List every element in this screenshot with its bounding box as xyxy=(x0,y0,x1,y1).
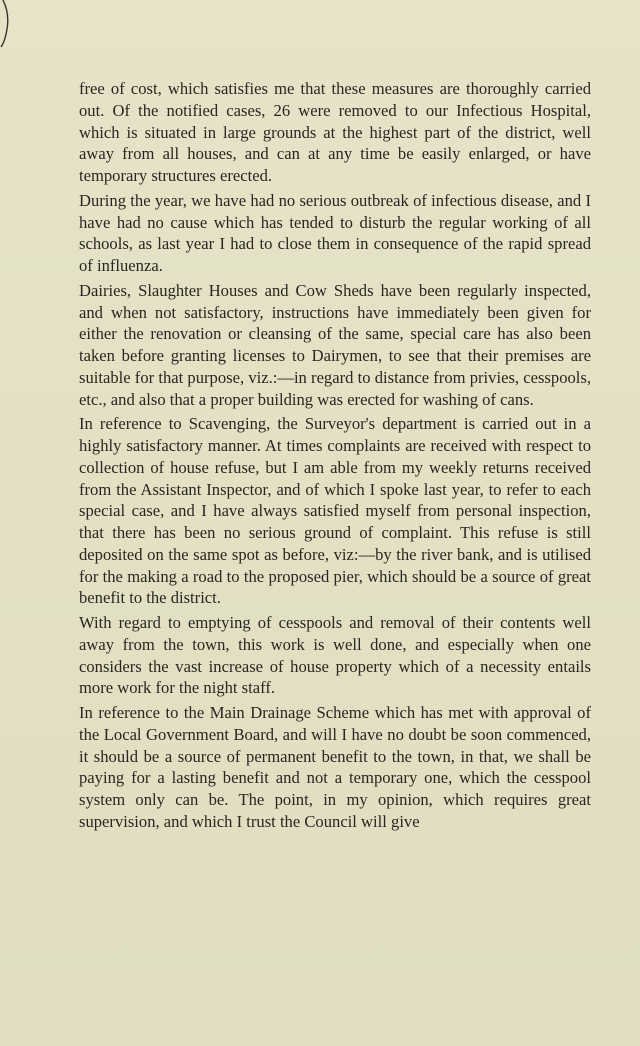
body-text xyxy=(79,78,591,836)
binding-edge-mark xyxy=(0,0,14,48)
paragraph-cost-of-measures: free of cost, which satisfies me that these measures are thoroughly carried out. Of the notified cases, 26 were removed to our Infectious Hospital, which is situated in large grounds at the highest part of the district, well away from all houses, and can at any time be easily enlarged, or have temporary structures erected. xyxy=(79,79,591,185)
paragraph-cesspools: With regard to emptying of cesspools and removal of their contents well away from the town, this work is well done, and especially when one considers the vast increase of house property which of a necessity entails more work for the night staff. xyxy=(79,613,591,698)
paragraph-scavenging: In reference to Scavenging, the Surveyor's department is carried out in a highly satisfactory manner. At times complaints are received with respect to collection of house refuse, but I am able from my weekly returns received from the Assistant Inspector, and of which I spoke last year, to refer to each special case, and I have always satisfied myself from personal inspection, that there has been no serious ground of complaint. This refuse is still deposited on the same spot as before, viz:—by the river bank, and is utilised for the making a road to the proposed pier, which should be a source of great benefit to the district. xyxy=(79,414,591,608)
paragraph-dairies-inspection: Dairies, Slaughter Houses and Cow Sheds have been regularly inspected, and when not satisfactory, instructions have immediately been given for either the renovation or cleansing of the same, special care has also been taken before granting licenses to Dairymen, to see that their premises are suitable for that purpose, viz.:—in regard to distance from privies, cesspools, etc., and also that a proper building was erected for washing of cans. xyxy=(79,280,591,409)
paragraph-infectious-disease: During the year, we have had no serious outbreak of infectious disease, and I have had no cause which has tended to disturb the regular working of all schools, as last year I had to close them in consequence of the rapid spread of influenza. xyxy=(79,190,591,275)
paragraph-main-drainage: In reference to the Main Drainage Scheme which has met with approval of the Local Government Board, and will I have no doubt be soon commenced, it should be a source of permanent benefit to the town, in that, we shall be paying for a lasting benefit and not a temporary one, which the cesspool system only can be. The point, in my opinion, which requires great supervision, and which I trust the Council will give xyxy=(79,703,591,831)
